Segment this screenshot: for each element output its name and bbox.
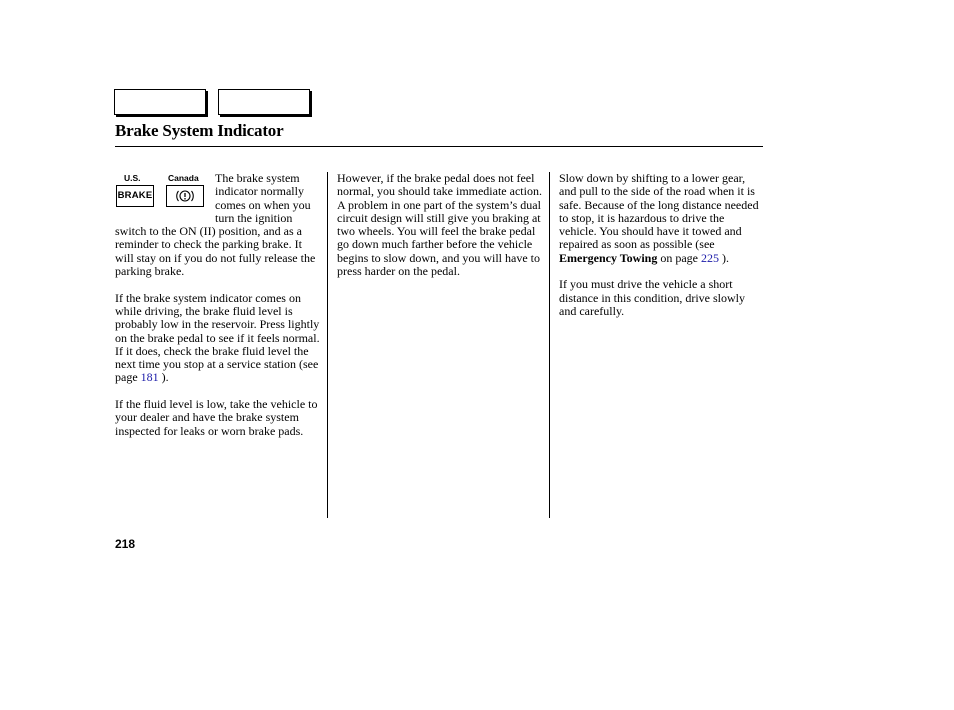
page-link-181[interactable]: 181	[140, 370, 159, 385]
page-title: Brake System Indicator	[115, 121, 284, 140]
indicator-icons	[115, 172, 215, 212]
emergency-towing-ref: Emergency Towing	[559, 250, 658, 265]
paragraph-fluid-low	[115, 292, 321, 385]
brake-indicator-text: BRAKE	[117, 190, 153, 202]
paragraph-text-mid: on page	[657, 250, 701, 265]
page-link-225[interactable]: 225	[701, 250, 719, 265]
paragraph-text-end: ).	[719, 250, 729, 265]
paragraph-dealer: If the fluid level is low, take the vehicle to your dealer and have the brake system inspected for leaks or worn brake pads.	[115, 397, 318, 438]
title-rule	[115, 146, 763, 147]
column-2	[337, 172, 543, 292]
page-number: 218	[115, 537, 136, 551]
column-3	[559, 172, 763, 332]
brake-warning-circle-icon	[166, 185, 204, 207]
paragraph-text-end: ).	[158, 370, 169, 385]
column-divider-1	[327, 172, 328, 518]
paragraph-drive-short: If you must drive the vehicle a short distance in this condition, drive slowly and carefully.	[559, 277, 745, 318]
brake-warning-symbol	[174, 188, 196, 204]
brake-indicator-us-icon	[116, 185, 154, 207]
paragraph-slow-down	[559, 172, 763, 265]
paragraph-indicator-intro: The brake system indicator normally comes on when you turn the ignition switch to the ON (II) position, and as a reminder to check the parking brake. It will stay on if you do not fully release the parking brake.	[115, 171, 316, 279]
paragraph-pedal-abnormal: However, if the brake pedal does not feel normal, you should take immediate action. A problem in one part of the system’s dual circuit design will still give you braking at two wheels. You will feel the brake pedal go down much farther before the vehicle begins to slow down, and you will have to press harder on the pedal.	[337, 171, 542, 279]
paragraph-text: Slow down by shifting to a lower gear, and pull to the side of the road when it is safe. Because of the long distance needed to stop, it is hazardous to drive the vehicle. You should have it towed and repaired as soon as possible (see	[559, 171, 759, 252]
nav-button-2[interactable]	[218, 89, 310, 115]
paragraph-text: If the brake system indicator comes on while driving, the brake fluid level is probably low in the reservoir. Press lightly on the brake pedal to see if it feels normal. If it does, check the brake fluid level the next time you stop at a service station (see page	[115, 290, 320, 385]
column-divider-2	[549, 172, 550, 518]
column-1	[115, 172, 321, 451]
canada-label: Canada	[168, 173, 199, 183]
us-label: U.S.	[124, 173, 141, 183]
nav-button-1[interactable]	[114, 89, 206, 115]
